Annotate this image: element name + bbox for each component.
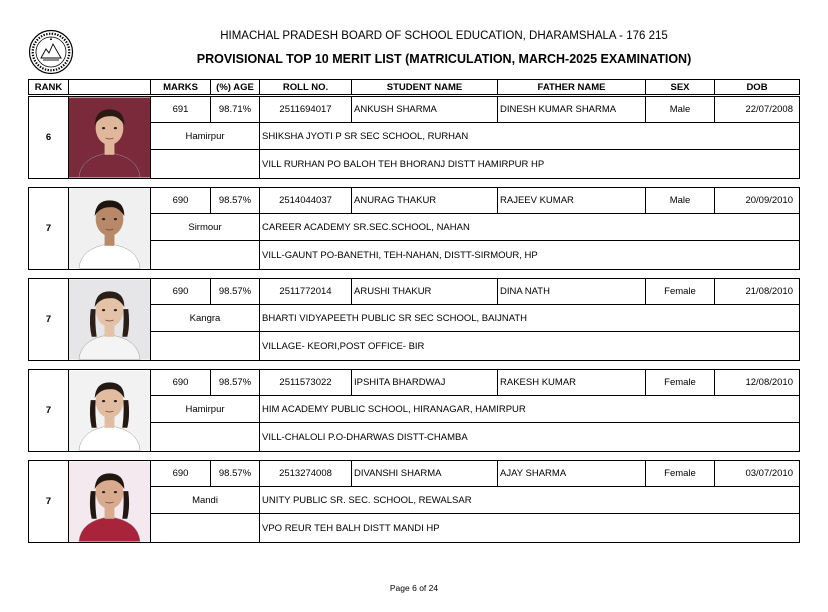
roll-no-cell: 2513274008 bbox=[260, 461, 352, 486]
student-photo bbox=[69, 461, 151, 542]
roll-no-cell: 2511772014 bbox=[260, 279, 352, 304]
student-photo bbox=[69, 370, 151, 451]
blank-cell bbox=[151, 514, 260, 542]
rank-cell: 6 bbox=[29, 97, 69, 178]
school-cell: HIM ACADEMY PUBLIC SCHOOL, HIRANAGAR, HAMIRPUR bbox=[262, 403, 526, 415]
roll-no-cell: 2511694017 bbox=[260, 97, 352, 122]
column-marks: MARKS bbox=[151, 80, 211, 94]
sex-cell: Male bbox=[646, 97, 715, 122]
student-name-cell: ANKUSH SHARMA bbox=[352, 97, 498, 122]
school-cell: BHARTI VIDYAPEETH PUBLIC SR SEC SCHOOL, BAIJNATH bbox=[262, 312, 528, 324]
student-photo-image bbox=[69, 279, 150, 360]
father-name-cell: DINA NATH bbox=[498, 279, 646, 304]
rank-cell: 7 bbox=[29, 279, 69, 360]
sex-cell: Female bbox=[646, 279, 715, 304]
record-address-row bbox=[151, 241, 799, 269]
address-cell: VPO REUR TEH BALH DISTT MANDI HP bbox=[262, 522, 440, 534]
student-photo bbox=[69, 97, 151, 178]
percent-cell: 98.57% bbox=[211, 188, 260, 213]
percent-cell: 98.57% bbox=[211, 461, 260, 486]
record-main-row bbox=[151, 188, 799, 214]
blank-cell bbox=[151, 332, 260, 360]
student-photo-image bbox=[69, 370, 150, 451]
school-cell: UNITY PUBLIC SR. SEC. SCHOOL, REWALSAR bbox=[262, 494, 472, 506]
column-rank: RANK bbox=[29, 80, 69, 94]
sex-cell: Female bbox=[646, 370, 715, 395]
record-main-row bbox=[151, 370, 799, 396]
record-main-row bbox=[151, 279, 799, 305]
record-address-row bbox=[151, 423, 799, 451]
record-address-row bbox=[151, 514, 799, 542]
page-header bbox=[0, 0, 828, 78]
address-cell: VILL-CHALOLI P.O-DHARWAS DISTT-CHAMBA bbox=[262, 431, 468, 443]
record-school-row bbox=[151, 487, 799, 514]
district-cell: Mandi bbox=[151, 487, 260, 513]
merit-record bbox=[28, 460, 800, 543]
district-cell: Sirmour bbox=[151, 214, 260, 240]
address-cell: VILL-GAUNT PO-BANETHI, TEH-NAHAN, DISTT-SIRMOUR, HP bbox=[262, 249, 538, 261]
student-photo bbox=[69, 188, 151, 269]
dob-cell: 12/08/2010 bbox=[745, 377, 793, 388]
roll-no-cell: 2511573022 bbox=[260, 370, 352, 395]
address-cell: VILL RURHAN PO BALOH TEH BHORANJ DISTT HAMIRPUR HP bbox=[262, 158, 545, 170]
record-main-row bbox=[151, 97, 799, 123]
column-father-name: FATHER NAME bbox=[498, 80, 646, 94]
merit-record bbox=[28, 369, 800, 452]
student-name-cell: IPSHITA BHARDWAJ bbox=[352, 370, 498, 395]
column-percent-age: (%) AGE bbox=[211, 80, 260, 94]
rank-cell: 7 bbox=[29, 461, 69, 542]
marks-cell: 690 bbox=[151, 461, 211, 486]
record-school-row bbox=[151, 214, 799, 241]
district-cell: Kangra bbox=[151, 305, 260, 331]
student-photo-image bbox=[69, 97, 150, 178]
record-school-row bbox=[151, 396, 799, 423]
merit-list-title: PROVISIONAL TOP 10 MERIT LIST (MATRICULATION, MARCH-2025 EXAMINATION) bbox=[196, 52, 692, 66]
marks-cell: 690 bbox=[151, 188, 211, 213]
column-sex: SEX bbox=[646, 80, 715, 94]
district-cell: Hamirpur bbox=[151, 123, 260, 149]
father-name-cell: RAJEEV KUMAR bbox=[498, 188, 646, 213]
rank-cell: 7 bbox=[29, 370, 69, 451]
table-column-headers bbox=[28, 79, 800, 95]
percent-cell: 98.71% bbox=[211, 97, 260, 122]
marks-cell: 690 bbox=[151, 279, 211, 304]
marks-cell: 690 bbox=[151, 370, 211, 395]
record-address-row bbox=[151, 332, 799, 360]
sex-cell: Female bbox=[646, 461, 715, 486]
column-dob: DOB bbox=[746, 81, 768, 93]
father-name-cell: RAKESH KUMAR bbox=[498, 370, 646, 395]
marks-cell: 691 bbox=[151, 97, 211, 122]
blank-cell bbox=[151, 150, 260, 178]
student-photo bbox=[69, 279, 151, 360]
merit-record bbox=[28, 96, 800, 179]
father-name-cell: DINESH KUMAR SHARMA bbox=[498, 97, 646, 122]
dob-cell: 22/07/2008 bbox=[745, 104, 793, 115]
record-school-row bbox=[151, 305, 799, 332]
student-photo-image bbox=[69, 461, 150, 542]
column-student-name: STUDENT NAME bbox=[352, 80, 498, 94]
record-school-row bbox=[151, 123, 799, 150]
student-name-cell: DIVANSHI SHARMA bbox=[352, 461, 498, 486]
blank-cell bbox=[151, 423, 260, 451]
sex-cell: Male bbox=[646, 188, 715, 213]
father-name-cell: AJAY SHARMA bbox=[498, 461, 646, 486]
dob-cell: 20/09/2010 bbox=[745, 195, 793, 206]
school-cell: CAREER ACADEMY SR.SEC.SCHOOL, NAHAN bbox=[262, 221, 470, 233]
blank-cell bbox=[151, 241, 260, 269]
percent-cell: 98.57% bbox=[211, 370, 260, 395]
rank-cell: 7 bbox=[29, 188, 69, 269]
dob-cell: 21/08/2010 bbox=[745, 286, 793, 297]
column-photo bbox=[69, 80, 151, 94]
merit-record bbox=[28, 187, 800, 270]
address-cell: VILLAGE- KEORI,POST OFFICE- BIR bbox=[262, 340, 425, 352]
roll-no-cell: 2514044037 bbox=[260, 188, 352, 213]
board-title: HIMACHAL PRADESH BOARD OF SCHOOL EDUCATION, DHARAMSHALA - 176 215 bbox=[220, 30, 668, 42]
percent-cell: 98.57% bbox=[211, 279, 260, 304]
school-cell: SHIKSHA JYOTI P SR SEC SCHOOL, RURHAN bbox=[262, 130, 469, 142]
district-cell: Hamirpur bbox=[151, 396, 260, 422]
dob-cell: 03/07/2010 bbox=[745, 468, 793, 479]
student-name-cell: ARUSHI THAKUR bbox=[352, 279, 498, 304]
student-name-cell: ANURAG THAKUR bbox=[352, 188, 498, 213]
student-photo-image bbox=[69, 188, 150, 269]
record-main-row bbox=[151, 461, 799, 487]
column-roll-no: ROLL NO. bbox=[260, 80, 352, 94]
record-address-row bbox=[151, 150, 799, 178]
page-number: Page 6 of 24 bbox=[389, 583, 439, 593]
merit-record bbox=[28, 278, 800, 361]
